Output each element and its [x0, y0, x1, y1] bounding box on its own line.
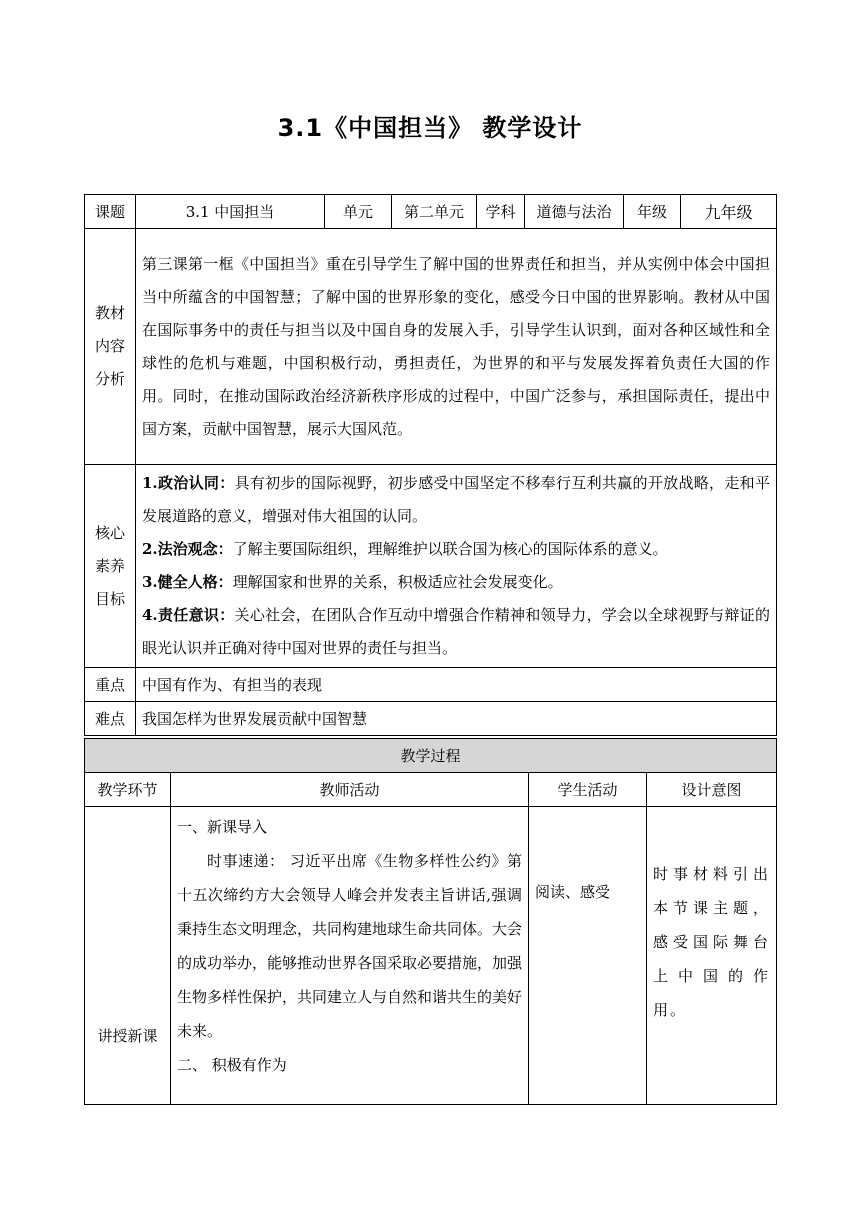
difficulty-text: 我国怎样为世界发展贡献中国智慧	[136, 702, 777, 736]
goal-item	[142, 467, 770, 533]
teaching-process-table	[84, 738, 777, 1105]
analysis-text: 第三课第一框《中国担当》重在引导学生了解中国的世界责任和担当，并从实例中体会中国担当中所蕴含的中国智慧；了解中国的世界形象的变化，感受今日中国的世界影响。教材从中国在国际事务中的责任与担当以及中国自身的发展入手，引导学生认识到，面对各种区域性和全球性的危机与难题，中国积极行动，勇担责任，为世界的和平与发展发挥着负责任大国的作用。同时，在推动国际政治经济新秩序形成的过程中，中国广泛参与，承担国际责任，提出中国方案，贡献中国智慧，展示大国风范。	[136, 229, 777, 465]
section-heading: 二、 积极有作为	[177, 1056, 287, 1074]
goal-head: 4.责任意识：	[142, 606, 235, 624]
section-heading: 一、新课导入	[177, 818, 268, 836]
goal-body: 关心社会，在团队合作互动中增强合作精神和领导力，学会以全球视野与辩证的眼光认识并正确对待中国对世界的责任与担当。	[142, 606, 770, 657]
lesson-info-table	[84, 194, 777, 736]
subject-value: 道德与法治	[525, 195, 624, 229]
analysis-label	[85, 229, 136, 465]
info-row	[85, 195, 777, 229]
difficulty-row	[85, 702, 777, 736]
goal-item	[142, 599, 770, 665]
key-point-label: 重点	[85, 668, 136, 702]
teacher-activity	[171, 807, 529, 1105]
document-title: 3.1《中国担当》 教学设计	[277, 114, 583, 142]
goal-item	[142, 533, 770, 566]
literacy-row	[85, 465, 777, 668]
goal-body: 了解主要国际组织，理解维护以联合国为核心的国际体系的意义。	[232, 540, 668, 558]
stage-text: 讲授新课	[97, 1027, 158, 1045]
process-header-row	[85, 739, 777, 773]
stage-cell	[85, 807, 171, 1105]
goal-head: 3.健全人格：	[142, 573, 233, 591]
goal-item	[142, 566, 770, 599]
literacy-goals	[136, 465, 777, 668]
column-header: 设计意图	[647, 773, 777, 807]
difficulty-label: 难点	[85, 702, 136, 736]
student-activity-text: 阅读、感受	[535, 883, 611, 901]
key-point-text: 中国有作为、有担当的表现	[136, 668, 777, 702]
goal-body: 理解国家和世界的关系，积极适应社会发展变化。	[232, 573, 563, 591]
process-row	[85, 807, 777, 1105]
process-header: 教学过程	[85, 739, 777, 773]
column-header: 教学环节	[85, 773, 171, 807]
topic-label: 课题	[85, 195, 136, 229]
key-point-row	[85, 668, 777, 702]
literacy-label	[85, 465, 136, 668]
grade-value: 九年级	[681, 195, 777, 229]
student-activity	[529, 807, 647, 1105]
design-intent-text: 时事材料引出本节课主题，感受国际舞台上中国的作用。	[653, 865, 771, 1019]
goal-head: 1.政治认同：	[142, 474, 235, 492]
goal-body: 具有初步的国际视野，初步感受中国坚定不移奉行互利共赢的开放战略，走和平发展道路的意义，增强对伟大祖国的认同。	[142, 474, 770, 525]
design-intent	[647, 807, 777, 1105]
column-header: 教师活动	[171, 773, 529, 807]
column-header: 学生活动	[529, 773, 647, 807]
subject-label: 学科	[477, 195, 525, 229]
topic-value: 3.1 中国担当	[136, 195, 325, 229]
grade-label: 年级	[624, 195, 681, 229]
literacy-label-text: 核心素养目标	[94, 523, 125, 608]
analysis-label-text: 教材内容分析	[94, 304, 125, 388]
unit-label: 单元	[325, 195, 392, 229]
goal-head: 2.法治观念：	[142, 540, 233, 558]
analysis-row	[85, 229, 777, 465]
news-paragraph: 时事速递： 习近平出席《生物多样性公约》第十五次缔约方大会领导人峰会并发表主旨讲话,强调秉持生态文明理念，共同构建地球生命共同体。大会的成功举办，能够推动世界各国采取必要措施，加强生物多样性保护，共同建立人与自然和谐共生的美好未来。	[177, 852, 523, 1040]
unit-value: 第二单元	[392, 195, 477, 229]
process-columns-row	[85, 773, 777, 807]
